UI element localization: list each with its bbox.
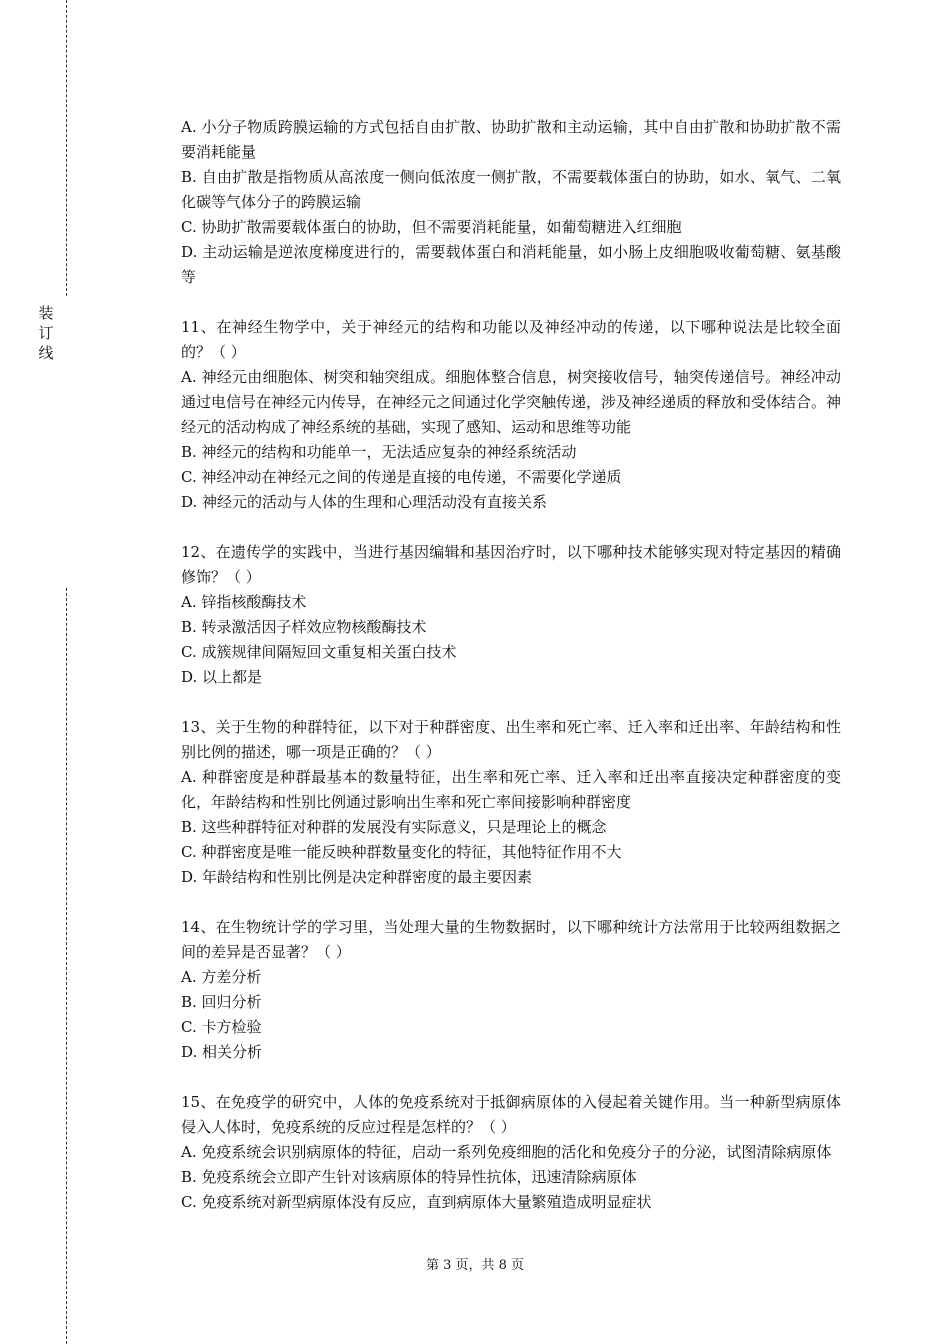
option: C. 种群密度是唯一能反映种群数量变化的特征，其他特征作用不大 [181, 843, 622, 861]
option: D. 主动运输是逆浓度梯度进行的，需要载体蛋白和消耗能量，如小肠上皮细胞吸收葡萄糖、氨基酸等 [181, 243, 841, 286]
binding-dashed-line-bottom [66, 588, 67, 1344]
option: A. 神经元由细胞体、树突和轴突组成。细胞体整合信息，树突接收信号，轴突传递信号。神经冲动通过电信号在神经元内传导，在神经元之间通过化学突触传递，涉及神经递质的释放和受体结合。神经元的活动构成了神经系统的基础，实现了感知、运动和思维等功能 [181, 368, 842, 436]
option: B. 回归分析 [181, 993, 262, 1011]
option: A. 种群密度是种群最基本的数量特征，出生率和死亡率、迁入率和迁出率直接决定种群密度的变化，年龄结构和性别比例通过影响出生率和死亡率间接影响种群密度 [181, 768, 841, 811]
option: A. 方差分析 [181, 968, 262, 986]
option: B. 免疫系统会立即产生针对该病原体的特异性抗体，迅速清除病原体 [181, 1168, 637, 1186]
binding-char: 订 [38, 324, 54, 342]
exam-content [181, 115, 841, 1215]
previous-question-options [181, 115, 841, 290]
option: C. 卡方检验 [181, 1018, 262, 1036]
binding-dashed-line-top [66, 0, 67, 296]
question-stem: 11、在神经生物学中，关于神经元的结构和功能以及神经冲动的传递，以下哪种说法是比较全面的？（ ） [181, 318, 841, 361]
question-11 [181, 315, 841, 515]
option: A. 锌指核酸酶技术 [181, 593, 307, 611]
option: A. 免疫系统会识别病原体的特征，启动一系列免疫细胞的活化和免疫分子的分泌，试图清除病原体 [181, 1143, 832, 1161]
question-12 [181, 540, 841, 690]
binding-label [36, 303, 56, 363]
option: C. 协助扩散需要载体蛋白的协助，但不需要消耗能量，如葡萄糖进入红细胞 [181, 218, 682, 236]
question-15 [181, 1090, 841, 1215]
option: C. 神经冲动在神经元之间的传递是直接的电传递，不需要化学递质 [181, 468, 622, 486]
binding-char: 线 [38, 344, 54, 362]
question-13 [181, 715, 841, 890]
question-stem: 15、在免疫学的研究中，人体的免疫系统对于抵御病原体的入侵起着关键作用。当一种新型病原体侵入人体时，免疫系统的反应过程是怎样的？（ ） [181, 1093, 841, 1136]
option: D. 年龄结构和性别比例是决定种群密度的最主要因素 [181, 868, 533, 886]
question-stem: 13、关于生物的种群特征，以下对于种群密度、出生率和死亡率、迁入率和迁出率、年龄结构和性别比例的描述，哪一项是正确的？（ ） [181, 718, 841, 761]
option: D. 相关分析 [181, 1043, 263, 1061]
page-number-footer: 第 3 页，共 8 页 [425, 1258, 525, 1273]
option: C. 成簇规律间隔短回文重复相关蛋白技术 [181, 643, 457, 661]
option: C. 免疫系统对新型病原体没有反应，直到病原体大量繁殖造成明显症状 [181, 1193, 652, 1211]
option: B. 转录激活因子样效应物核酸酶技术 [181, 618, 427, 636]
option: D. 神经元的活动与人体的生理和心理活动没有直接关系 [181, 493, 548, 511]
binding-char: 装 [38, 304, 54, 322]
option: B. 神经元的结构和功能单一，无法适应复杂的神经系统活动 [181, 443, 577, 461]
question-14 [181, 915, 841, 1065]
option: B. 这些种群特征对种群的发展没有实际意义，只是理论上的概念 [181, 818, 607, 836]
question-stem: 12、在遗传学的实践中，当进行基因编辑和基因治疗时，以下哪种技术能够实现对特定基因的精确修饰？（ ） [181, 543, 841, 586]
option: A. 小分子物质跨膜运输的方式包括自由扩散、协助扩散和主动运输，其中自由扩散和协助扩散不需要消耗能量 [181, 118, 841, 161]
option: D. 以上都是 [181, 668, 263, 686]
option: B. 自由扩散是指物质从高浓度一侧向低浓度一侧扩散，不需要载体蛋白的协助，如水、氧气、二氧化碳等气体分子的跨膜运输 [181, 168, 841, 211]
question-stem: 14、在生物统计学的学习里，当处理大量的生物数据时，以下哪种统计方法常用于比较两组数据之间的差异是否显著？（ ） [181, 918, 841, 961]
